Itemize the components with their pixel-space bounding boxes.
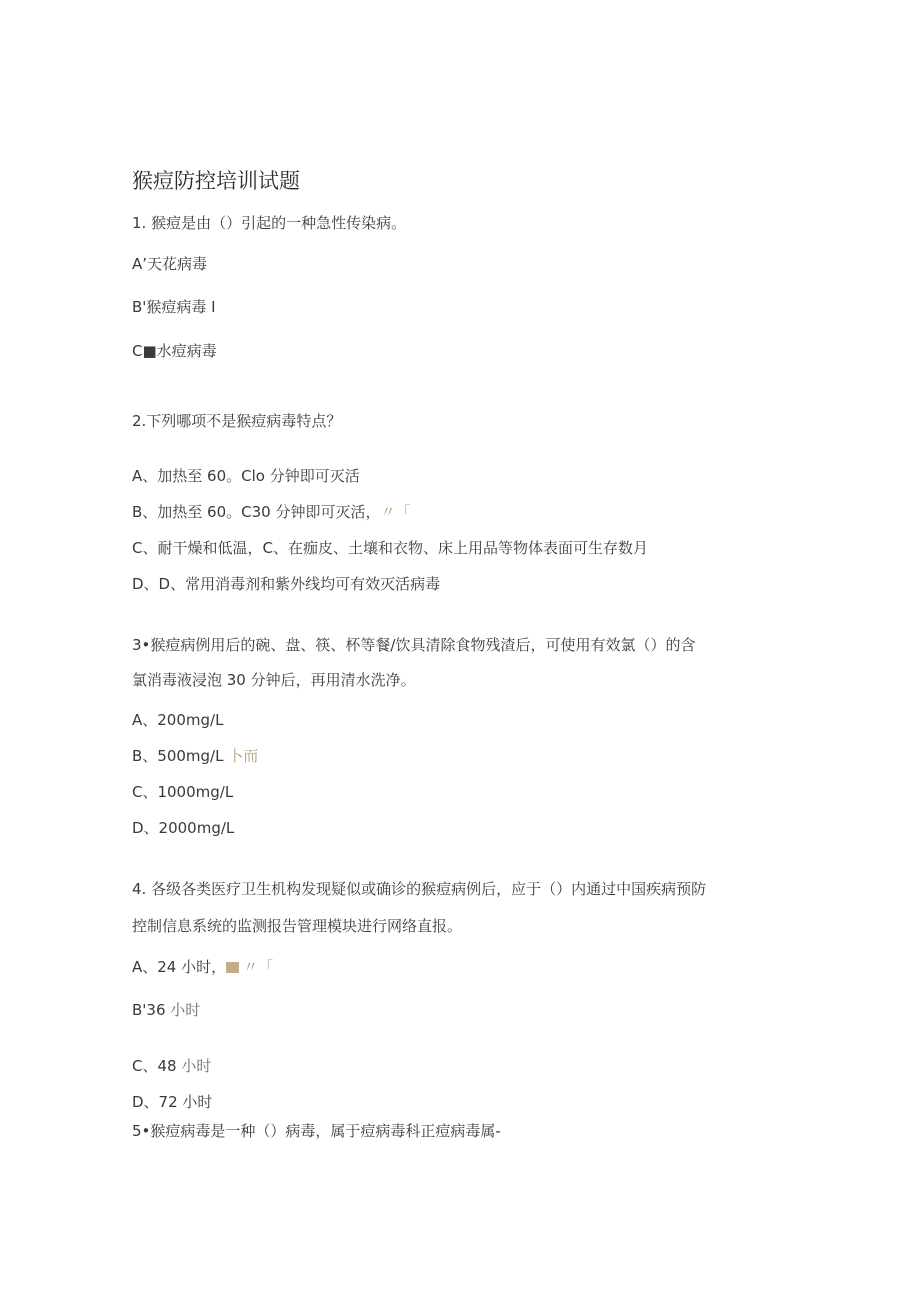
question-4-option-c-unit: 小时 — [176, 1057, 212, 1075]
question-1-option-a: A’天花病毒 — [132, 255, 208, 273]
question-1-option-b: B'猴痘病毒 I — [132, 298, 216, 316]
question-2-option-a: A、加热至 60。Clo 分钟即可灭活 — [132, 467, 360, 485]
question-5-stem: 5•猴痘病毒是一种（）病毒，属于痘病毒科正痘病毒属- — [132, 1122, 501, 1140]
question-3-stem-line-2: 氯消毒液浸泡 30 分钟后，再用清水洗净。 — [132, 671, 416, 689]
question-2-option-d: D、D、常用消毒剂和紫外线均可有效灭活病毒 — [132, 575, 441, 593]
question-4-option-b — [132, 1000, 200, 1020]
question-1-stem: 1. 猴痘是由（）引起的一种急性传染病。 — [132, 214, 407, 232]
question-3-option-a: A、200mg∕L — [132, 711, 224, 729]
question-2-stem: 2.下列哪项不是猴痘病毒特点？ — [132, 412, 342, 430]
question-4-stem-line-1: 4. 各级各类医疗卫生机构发现疑似或确诊的猴痘病例后，应于（）内通过中国疾病预防 — [132, 880, 707, 898]
question-4-option-a — [132, 957, 273, 977]
question-2-option-c: C、耐干燥和低温，C、在痂皮、土壤和衣物、床上用品等物体表面可生存数月 — [132, 539, 648, 557]
question-2-option-b-mark: 〃「 — [380, 503, 411, 521]
question-4-option-d: D、72 小时 — [132, 1093, 213, 1111]
question-4-option-b-unit: 小时 — [165, 1001, 201, 1019]
highlight-mark-icon — [226, 962, 239, 973]
question-2-option-b — [132, 502, 411, 522]
question-4-stem-line-2: 控制信息系统的监测报告管理模块进行网络直报。 — [132, 917, 463, 935]
page-title: 猴痘防控培训试题 — [132, 169, 300, 193]
question-3-option-b-mark: 卜而 — [228, 747, 259, 765]
question-3-stem-line-1: 3•猴痘病例用后的碗、盘、筷、杯等餐/饮具清除食物残渣后，可使用有效氯（）的含 — [132, 636, 696, 654]
question-3-option-b-text: B、500mg∕L — [132, 747, 224, 765]
question-4-option-a-mark: 〃「 — [243, 958, 274, 976]
question-3-option-c: C、1000mg∕L — [132, 783, 234, 801]
question-2-option-b-text: B、加热至 60。C30 分钟即可灭活， — [132, 503, 381, 521]
question-3-option-b — [132, 746, 258, 766]
question-4-option-b-prefix: B'36 — [132, 1001, 166, 1019]
question-1-option-c: C■水痘病毒 — [132, 342, 217, 360]
question-4-option-c — [132, 1056, 211, 1076]
question-4-option-c-prefix: C、48 — [132, 1057, 177, 1075]
question-3-option-d: D、2000mg∕L — [132, 819, 235, 837]
question-4-option-a-text: A、24 小时， — [132, 958, 227, 976]
